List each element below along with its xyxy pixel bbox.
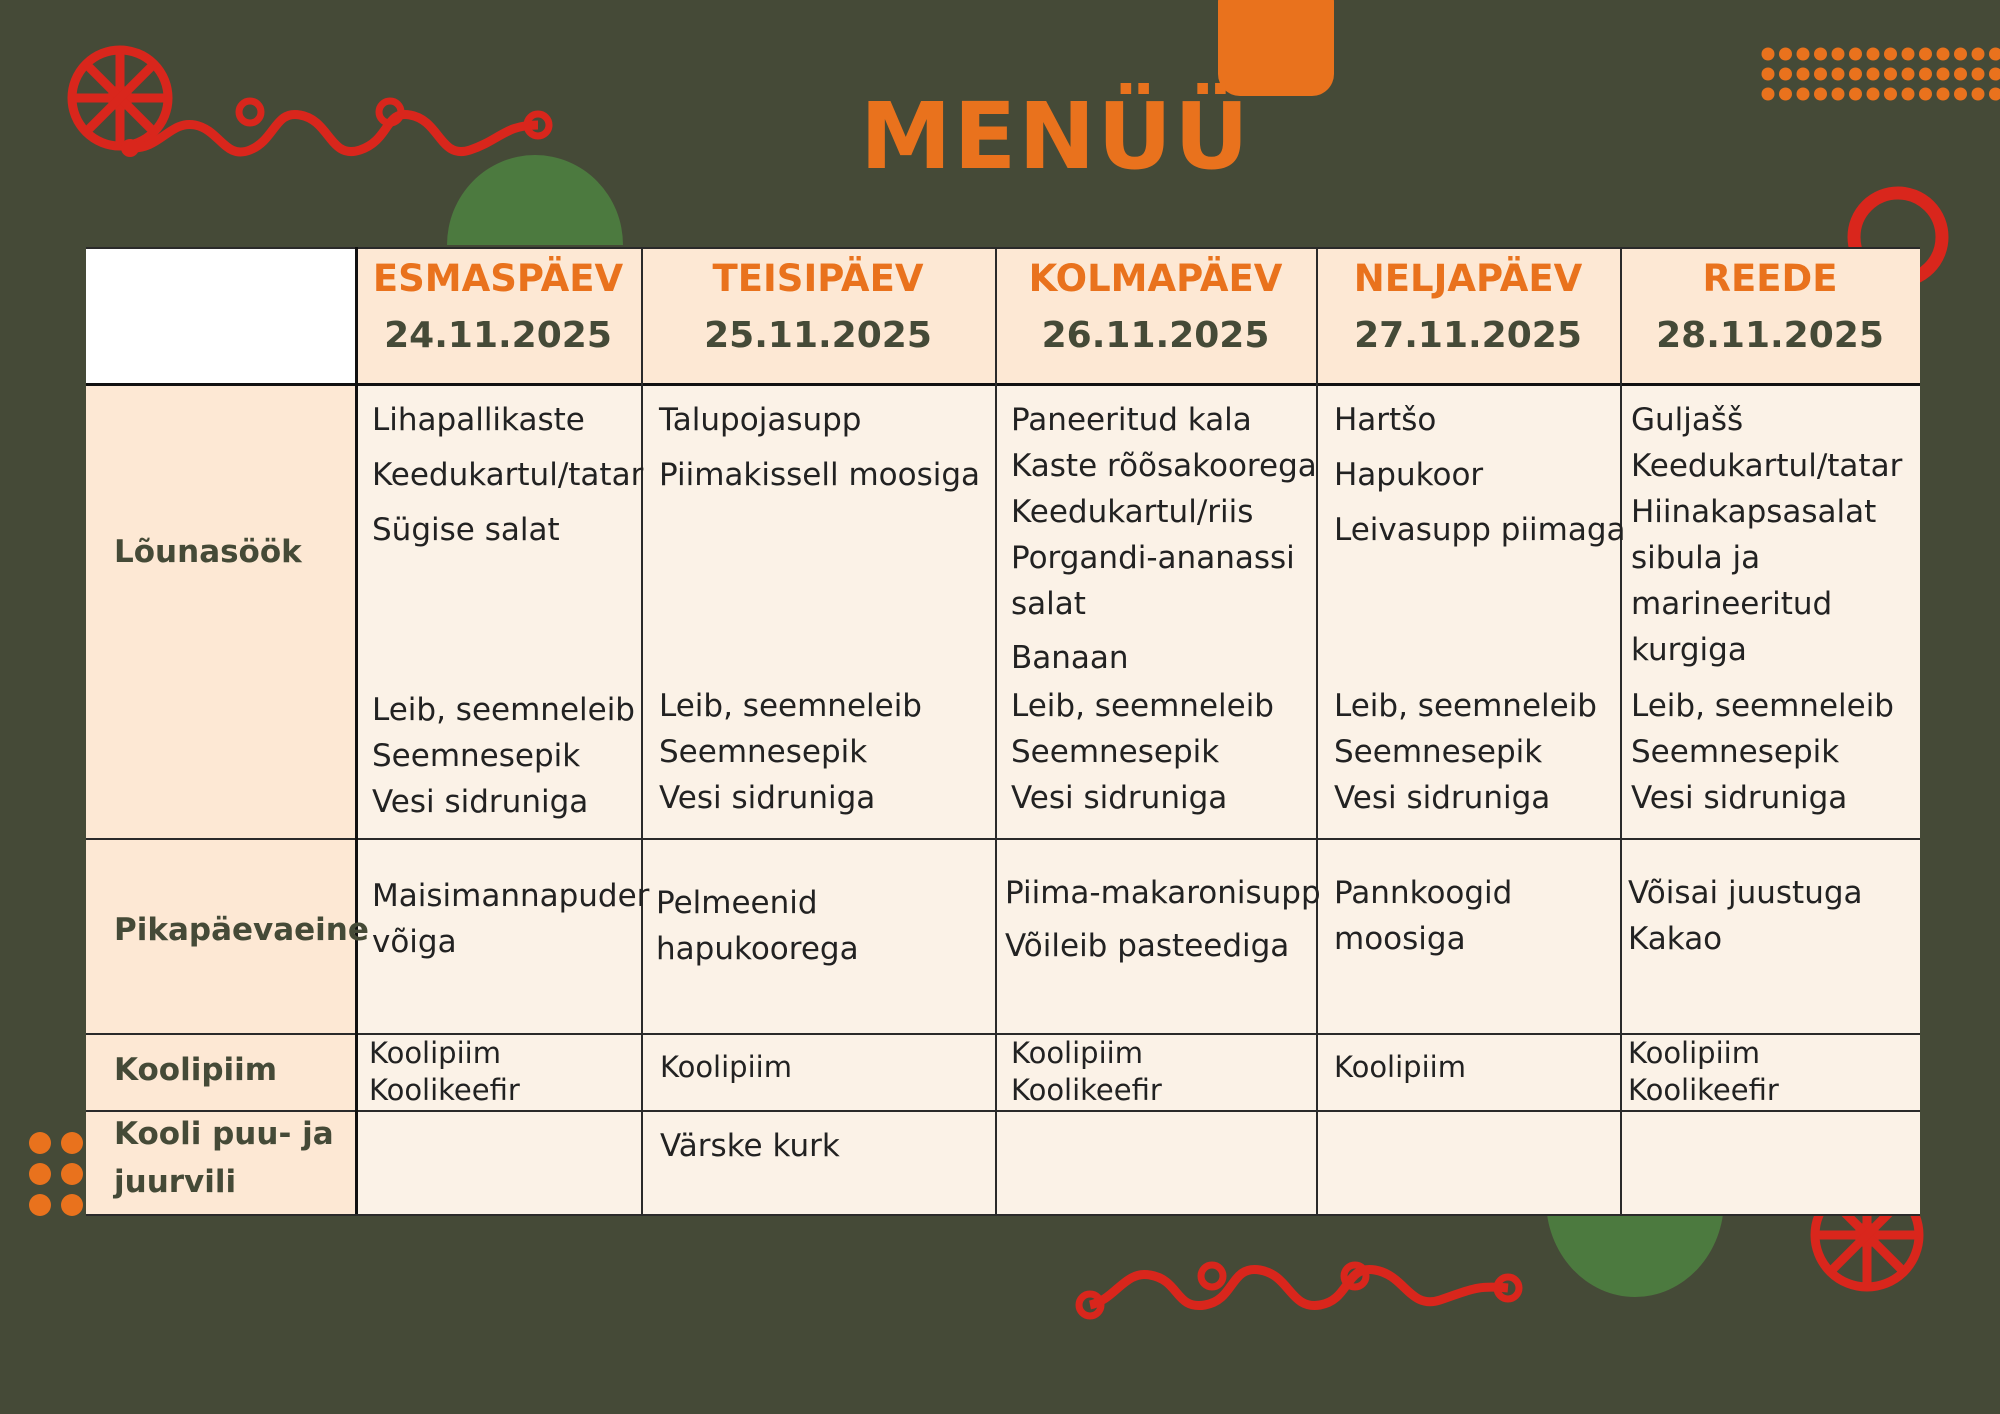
day-header xyxy=(1620,247,1920,383)
lunch-extra-item: Leib, seemneleib xyxy=(1631,688,1894,724)
lunch-extra-item: Vesi sidruniga xyxy=(1631,780,1848,816)
day-name: NELJAPÄEV xyxy=(1353,257,1583,300)
grid-line-vertical xyxy=(995,247,997,1214)
dot-grid-top-right xyxy=(1762,48,2000,101)
lunch-item: Leivasupp piimaga xyxy=(1334,512,1626,548)
lunch-extra-item: Vesi sidruniga xyxy=(1334,780,1551,816)
menu-cell xyxy=(1316,1110,1620,1214)
lunch-item: Paneeritud kala xyxy=(1011,402,1252,438)
lunch-item: Hiinakapsasalat xyxy=(1631,494,1877,530)
day-header xyxy=(355,247,641,383)
lunch-extra-item: Seemnesepik xyxy=(372,738,581,774)
lunch-extra-item: Vesi sidruniga xyxy=(659,780,876,816)
day-date: 24.11.2025 xyxy=(384,315,612,356)
lunch-item: Porgandi-ananassi xyxy=(1011,540,1295,576)
milk-item: Koolikeefir xyxy=(369,1073,520,1107)
grid-line-vertical xyxy=(1316,247,1318,1214)
lunch-item: sibula ja xyxy=(1631,540,1761,576)
lunch-extra-item: Seemnesepik xyxy=(1631,734,1840,770)
wavy-line-bottom xyxy=(1090,1270,1508,1306)
grid-line-vertical xyxy=(641,247,643,1214)
milk-item: Koolipiim xyxy=(660,1050,792,1084)
lunch-item: marineeritud xyxy=(1631,586,1833,622)
lunch-extra-item: Vesi sidruniga xyxy=(372,784,589,820)
lunch-item: Lihapallikaste xyxy=(372,402,585,438)
lunch-item: Guljašš xyxy=(1631,402,1744,438)
milk-item: Koolipiim xyxy=(369,1036,501,1070)
afternoon-item: Pannkoogid xyxy=(1334,875,1513,911)
grid-line-vertical xyxy=(1620,247,1622,1214)
grid-line-horizontal xyxy=(86,838,1920,840)
milk-item: Koolipiim xyxy=(1334,1050,1466,1084)
menu-cell xyxy=(995,1110,1316,1214)
row-label-cell xyxy=(86,383,355,838)
day-date: 27.11.2025 xyxy=(1354,315,1582,356)
day-date: 28.11.2025 xyxy=(1656,315,1884,356)
row-label: Koolipiim xyxy=(114,1052,278,1088)
lunch-extra-item: Leib, seemneleib xyxy=(1334,688,1597,724)
lunch-item: Banaan xyxy=(1011,640,1129,676)
lunch-item: Keedukartul/tatar xyxy=(1631,448,1903,484)
grid-line-horizontal xyxy=(86,1110,1920,1112)
day-header xyxy=(1316,247,1620,383)
green-semicircle-top xyxy=(447,155,623,245)
lunch-item: Keedukartul/riis xyxy=(1011,494,1254,530)
row-label: Lõunasöök xyxy=(114,534,302,570)
day-name: REEDE xyxy=(1702,257,1838,300)
row-label: Pikapäevaeine xyxy=(114,912,369,948)
fruit-item: Värske kurk xyxy=(660,1128,840,1164)
lunch-extra-item: Seemnesepik xyxy=(659,734,868,770)
grid-line-horizontal xyxy=(86,383,1920,386)
lunch-extra-item: Leib, seemneleib xyxy=(659,688,922,724)
lunch-item: Hapukoor xyxy=(1334,457,1484,493)
lunch-extra-item: Seemnesepik xyxy=(1334,734,1543,770)
milk-item: Koolikeefir xyxy=(1011,1073,1162,1107)
day-header xyxy=(641,247,995,383)
afternoon-item: Maisimannapuder xyxy=(372,878,650,914)
lunch-item: Hartšo xyxy=(1334,402,1437,438)
day-name: TEISIPÄEV xyxy=(712,257,924,300)
lunch-extra-item: Vesi sidruniga xyxy=(1011,780,1228,816)
lunch-item: Kaste rõõsakoorega xyxy=(1011,448,1317,484)
corner-cell xyxy=(86,247,355,383)
afternoon-item: moosiga xyxy=(1334,921,1466,957)
afternoon-item: Piima-makaronisupp xyxy=(1005,875,1321,911)
grid-line-horizontal xyxy=(86,1214,1920,1216)
afternoon-item: hapukoorega xyxy=(656,931,859,967)
day-header xyxy=(995,247,1316,383)
lunch-item: Keedukartul/tatar xyxy=(372,457,644,493)
milk-item: Koolipiim xyxy=(1011,1036,1143,1070)
afternoon-item: võiga xyxy=(372,924,457,960)
page-title: MENÜÜ xyxy=(860,83,1251,190)
day-name: KOLMAPÄEV xyxy=(1028,257,1283,300)
afternoon-item: Võileib pasteediga xyxy=(1005,928,1290,964)
day-date: 26.11.2025 xyxy=(1041,315,1270,356)
day-name: ESMASPÄEV xyxy=(372,257,624,300)
wavy-line-top xyxy=(130,114,538,152)
day-date: 25.11.2025 xyxy=(704,315,932,356)
row-label: Kooli puu- ja juurvili xyxy=(114,1116,334,1200)
milk-item: Koolikeefir xyxy=(1628,1073,1779,1107)
lunch-extra-item: Leib, seemneleib xyxy=(1011,688,1274,724)
menu-cell xyxy=(355,1110,641,1214)
milk-item: Koolipiim xyxy=(1628,1036,1760,1070)
lunch-item: Talupojasupp xyxy=(659,402,862,438)
lunch-extra-item: Seemnesepik xyxy=(1011,734,1220,770)
lunch-extra-item: Leib, seemneleib xyxy=(372,692,635,728)
lunch-item: kurgiga xyxy=(1631,632,1747,668)
afternoon-item: Kakao xyxy=(1628,921,1723,957)
lunch-item: salat xyxy=(1011,586,1086,622)
grid-line-vertical xyxy=(355,247,358,1214)
menu-cell xyxy=(1620,1110,1920,1214)
lunch-item: Sügise salat xyxy=(372,512,560,548)
afternoon-item: Võisai juustuga xyxy=(1628,875,1863,911)
afternoon-item: Pelmeenid xyxy=(656,885,818,921)
wheel-icon xyxy=(72,50,168,146)
lunch-item: Piimakissell moosiga xyxy=(659,457,981,493)
